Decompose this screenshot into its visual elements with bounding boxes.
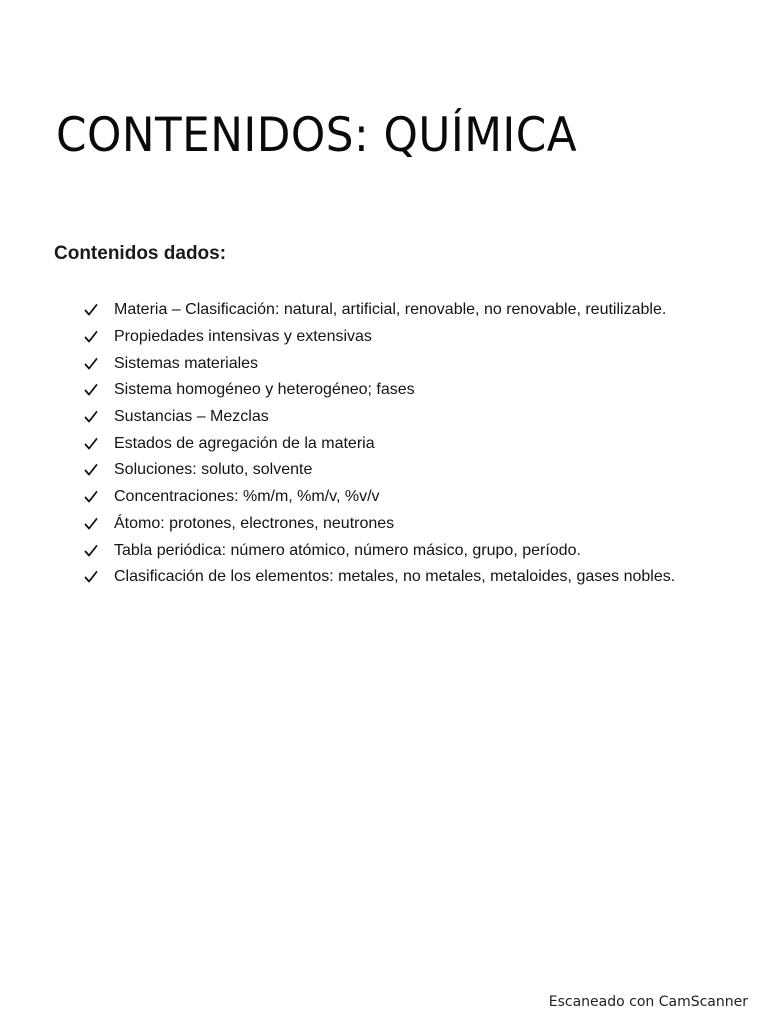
check-mark-icon: [84, 517, 98, 531]
list-item-text: Sistema homogéneo y heterogéneo; fases: [114, 381, 415, 399]
list-item: [84, 511, 675, 538]
check-mark-icon: [84, 383, 98, 397]
list-item: [84, 564, 675, 591]
check-mark-icon: [84, 410, 98, 424]
list-item: [84, 324, 675, 351]
list-item: [84, 537, 675, 564]
list-item: [84, 457, 675, 484]
list-item-text: Concentraciones: %m/m, %m/v, %v/v: [114, 488, 380, 506]
list-item: [84, 377, 675, 404]
list-item: [84, 430, 675, 457]
list-item-text: Tabla periódica: número atómico, número másico, grupo, período.: [114, 541, 581, 559]
list-item-text: Propiedades intensivas y extensivas: [114, 328, 372, 346]
topic-list: [84, 297, 675, 591]
list-item-text: Átomo: protones, electrones, neutrones: [114, 514, 395, 532]
list-item-text: Materia – Clasificación: natural, artificial, renovable, no renovable, reutilizable.: [114, 301, 667, 319]
check-mark-icon: [84, 357, 98, 371]
check-mark-icon: [84, 544, 98, 558]
camscanner-watermark: Escaneado con CamScanner: [548, 994, 748, 1010]
document-title: CONTENIDOS: QUÍMICA: [56, 108, 578, 163]
list-item: [84, 404, 675, 431]
check-mark-icon: [84, 303, 98, 317]
check-mark-icon: [84, 330, 98, 344]
list-item-text: Sistemas materiales: [114, 354, 259, 372]
list-item: [84, 350, 675, 377]
check-mark-icon: [84, 570, 98, 584]
check-mark-icon: [84, 463, 98, 477]
check-mark-icon: [84, 437, 98, 451]
section-heading: Contenidos dados:: [54, 243, 227, 264]
check-mark-icon: [84, 490, 98, 504]
list-item-text: Estados de agregación de la materia: [114, 434, 375, 452]
list-item-text: Clasificación de los elementos: metales, no metales, metaloides, gases nobles.: [114, 568, 676, 586]
list-item: [84, 484, 675, 511]
list-item-text: Sustancias – Mezclas: [114, 408, 269, 426]
list-item: [84, 297, 675, 324]
list-item-text: Soluciones: soluto, solvente: [114, 461, 313, 479]
